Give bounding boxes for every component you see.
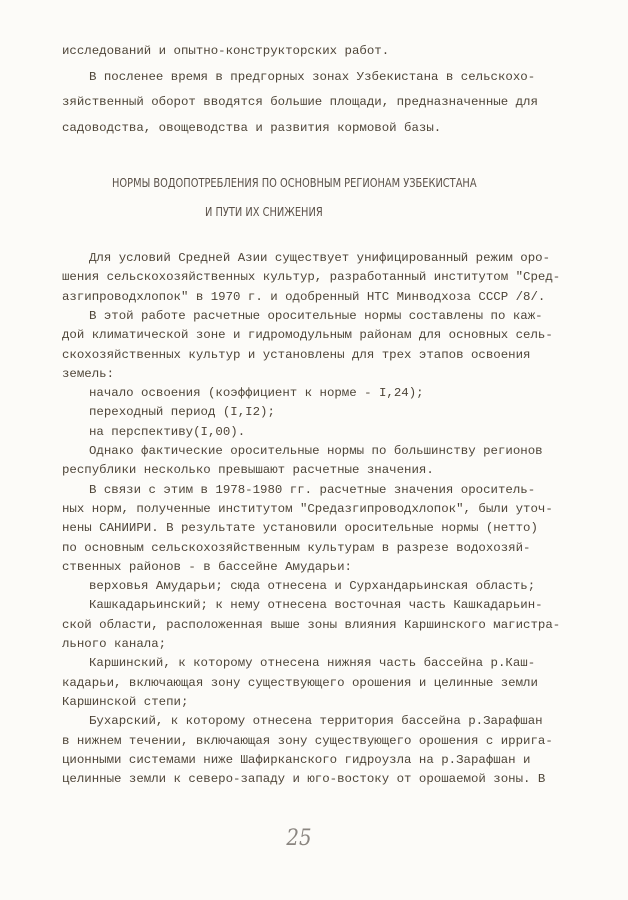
- text-line: кадарьи, включающая зону существующего орошения и целинные земли: [62, 675, 538, 690]
- text-line: азгипроводхлопок" в 1970 г. и одобренный НТС Минводхоза СССР /8/.: [62, 289, 546, 304]
- text-line: ных норм, полученные институтом "Средазгипроводхлопок", были уточ-: [62, 501, 553, 516]
- text-line: на перспективу(I,00).: [89, 424, 246, 439]
- text-line: в нижнем течении, включающая зону существующего орошения с ирригa-: [62, 733, 553, 748]
- text-line: В связи с этим в 1978-1980 гг. расчетные значения ороситель-: [89, 482, 536, 497]
- page-number: 25: [286, 826, 312, 851]
- text-line: Бухарский, к которому отнесена территория бассейна р.Зарафшан: [89, 714, 543, 729]
- text-line: исследований и опытно-конструкторских работ.: [62, 44, 390, 58]
- text-line: ственных районов - в бассейне Амударьи:: [62, 559, 352, 574]
- text-line: земель:: [62, 366, 115, 381]
- text-line: В посленее время в предгорных зонах Узбекистана в сельскохо-: [89, 69, 536, 84]
- text-line: ционными системами ниже Шафирканского гидроузла на р.Зарафшан и: [62, 752, 531, 767]
- text-line: республики несколько превышают расчетные значения.: [62, 463, 434, 478]
- text-line: шения сельскохозяйственных культур, разработанный институтом "Сред-: [62, 270, 561, 285]
- text-line: целинные земли к северо-западу и юго-востоку от орошаемой зоны. В: [62, 772, 546, 787]
- text-line: Каршинский, к которому отнесена нижняя часть бассейна р.Каш-: [89, 656, 536, 671]
- section-heading-line-1: НОРМЫ ВОДОПОТРЕБЛЕНИЯ ПО ОСНОВНЫМ РЕГИОНАМ УЗБЕКИСТАНА: [112, 176, 477, 190]
- text-line: Кашкадарьинский; к нему отнесена восточная часть Кашкадарьин-: [89, 598, 543, 613]
- text-line: зяйственный оборот вводятся большие площади, предназначенные для: [62, 95, 538, 109]
- text-line: Для условий Средней Азии существует унифицированный режим оро-: [89, 251, 551, 265]
- text-line: ской области, расположенная выше зоны влияния Каршинского магистра-: [62, 617, 561, 632]
- text-line: скохозяйственных культур и установлены для трех этапов освоения: [62, 347, 531, 362]
- text-line: дой климатической зоне и гидромодульным районам для основных сель-: [62, 328, 553, 343]
- text-line: по основным сельскохозяйственным культурам в разрезе водохозяй-: [62, 540, 531, 555]
- text-line: начало освоения (коэффициент к норме - I,24);: [89, 386, 424, 401]
- section-heading-line-2: И ПУТИ ИХ СНИЖЕНИЯ: [205, 205, 323, 219]
- text-line: садоводства, овощеводства и развития кормовой базы.: [62, 120, 442, 135]
- text-line: Каршинской степи;: [62, 694, 189, 709]
- text-line: В этой работе расчетные оросительные нормы составлены по каж-: [89, 308, 543, 323]
- text-line: нены САНИИРИ. В результате установили оросительные нормы (нетто): [62, 521, 538, 536]
- text-line: верховья Амударьи; сюда отнесена и Сурхандарьинская область;: [89, 579, 536, 594]
- text-line: льного канала;: [62, 637, 167, 651]
- text-line: переходный период (I,I2);: [89, 405, 275, 420]
- text-line: Однако фактические оросительные нормы по большинству регионов: [89, 444, 543, 458]
